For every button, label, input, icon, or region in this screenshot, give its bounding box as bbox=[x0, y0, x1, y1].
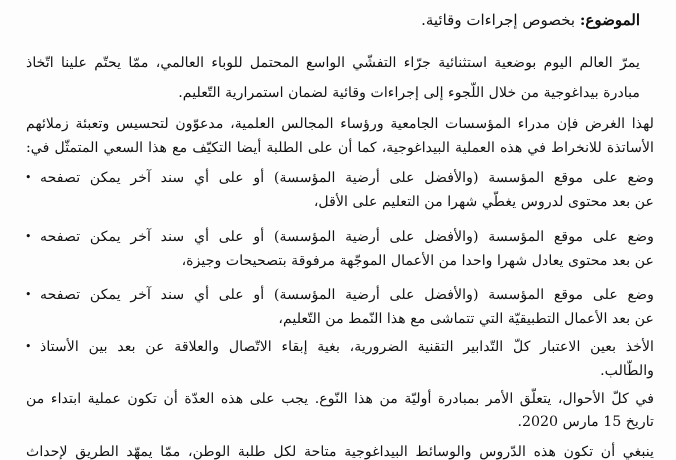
bullet-2-mark: • bbox=[25, 230, 32, 243]
paragraph-3-line-2: تاريخ 15 مارس 2020. bbox=[517, 414, 654, 430]
bullet-1-mark: • bbox=[25, 171, 32, 184]
bullet-4-line-2: والطّالب. bbox=[600, 363, 654, 379]
paragraph-3-line-1: في كلّ الأحوال، يتعلّق الأمر بمبادرة أوليّة من هذا النّوع. يجب على هذه العدّة أن تكون عملية ابتداء من bbox=[26, 391, 654, 407]
paragraph-4-line-1: ينبغي أن تكون هذه الدّروس والوسائط البيداغوجية متاحة لكل طلبة الوطن، ممّا يمهّد الطريق لإحداث bbox=[26, 444, 654, 460]
bullet-4-mark: • bbox=[25, 340, 32, 353]
bullet-2-line-1: وضع على موقع المؤسسة (والأفضل على أرضية المؤسسة) أو على أي سند آخر يمكن تصفحه bbox=[40, 229, 654, 245]
paragraph-1-line-2: مبادرة بيداغوجية من خلال اللّجوء إلى إجراءات وقائية لضمان استمرارية التّعليم. bbox=[178, 85, 640, 101]
paragraph-2-line-1: لهذا الغرض فإن مدراء المؤسسات الجامعية ورؤساء المجالس العلمية، مدعوّون لتحسيس وتعبئة زملائهم bbox=[26, 116, 654, 132]
subject-text: بخصوص إجراءات وقائية. bbox=[421, 11, 576, 29]
subject-label: الموضوع: bbox=[579, 11, 640, 29]
bullet-3-line-2: عن بعد الأعمال التطبيقيّة التي تتماشى مع هذا النّمط من التّعليم، bbox=[278, 311, 654, 327]
bullet-3-mark: • bbox=[25, 288, 32, 301]
paragraph-2-line-2: الأساتذة للانخراط في هذه العملية البيداغوجية، كما أن على الطلبة أيضا التكيّف مع هذا السعي المتمثّل في: bbox=[26, 140, 654, 156]
bullet-1-line-1: وضع على موقع المؤسسة (والأفضل على أرضية المؤسسة) أو على أي سند آخر يمكن تصفحه bbox=[40, 170, 654, 186]
bullet-4-line-1: الأخذ بعين الاعتبار كلّ التّدابير التقنية الضرورية، بغية إبقاء الاتّصال والعلاقة عن بعد بين الأستاذ bbox=[40, 339, 654, 355]
subject-line bbox=[421, 9, 640, 31]
bullet-1-line-2: عن بعد محتوى لدروس يغطّي شهرا من التعليم على الأقل، bbox=[313, 194, 654, 210]
paragraph-1-line-1: يمرّ العالم اليوم بوضعية استثنائية جرّاء التفشّي الواسع المحتمل للوباء العالمي، ممّا يحتّم علينا اتّخاذ bbox=[26, 55, 640, 71]
bullet-2-line-2: عن بعد محتوى يعادل شهرا واحدا من الأعمال الموجّهة مرفوقة بتصحيحات وجيزة، bbox=[181, 253, 654, 269]
bullet-3-line-1: وضع على موقع المؤسسة (والأفضل على أرضية المؤسسة) أو على أي سند آخر يمكن تصفحه bbox=[40, 287, 654, 303]
